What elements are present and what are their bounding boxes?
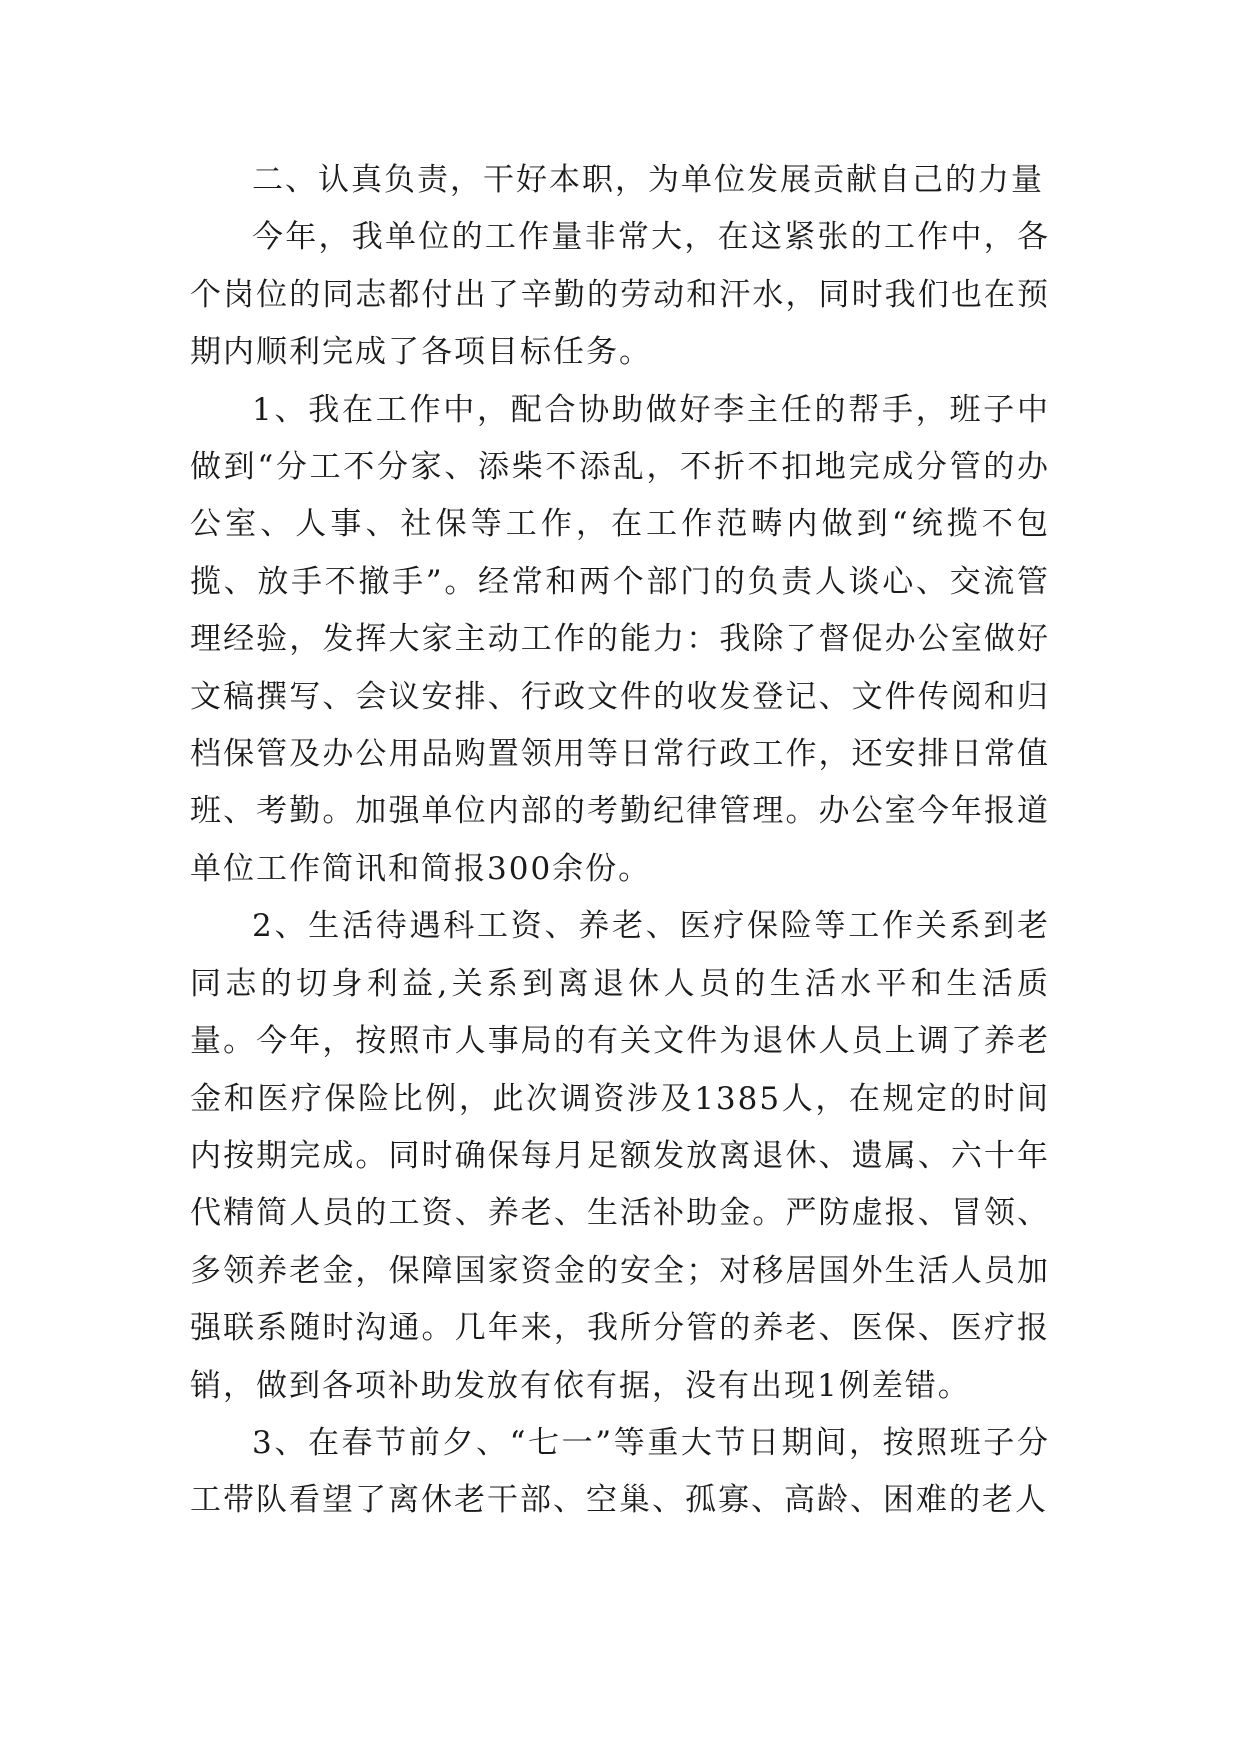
paragraph-item-3: 3、在春节前夕、“七一”等重大节日期间，按照班子分工带队看望了离休老干部、空巢、孤寡、高龄、困难的老人 [190,1424,1050,1519]
paragraph-intro: 今年，我单位的工作量非常大，在这紧张的工作中，各个岗位的同志都付出了辛勤的劳动和汗水，同时我们也在预期内顺利完成了各项目标任务。 [190,219,1050,371]
paragraph-item-2: 2、生活待遇科工资、养老、医疗保险等工作关系到老同志的切身利益,关系到离退休人员的生活水平和生活质量。今年，按照市人事局的有关文件为退休人员上调了养老金和医疗保险比例，此次调资涉及1385人，在规定的时间内按期完成。同时确保每月足额发放离退休、遗属、六十年代精简人员的工资、养老、生活补助金。严防虚报、冒领、多领养老金，保障国家资金的安全；对移居国外生活人员加强联系随时沟通。几年来，我所分管的养老、医保、医疗报销，做到各项补助发放有依有据，没有出现1例差错。 [190,908,1050,1404]
document-body [190,152,1050,1530]
paragraph-item-1: 1、我在工作中，配合协助做好李主任的帮手，班子中做到“分工不分家、添柴不添乱，不折不扣地完成分管的办公室、人事、社保等工作，在工作范畴内做到“统揽不包揽、放手不撤手”。经常和两个部门的负责人谈心、交流管理经验，发挥大家主动工作的能力：我除了督促办公室做好文稿撰写、会议安排、行政文件的收发登记、文件传阅和归档保管及办公用品购置领用等日常行政工作，还安排日常值班、考勤。加强单位内部的考勤纪律管理。办公室今年报道单位工作简讯和简报300余份。 [190,391,1050,887]
section-heading: 二、认真负责，干好本职，为单位发展贡献自己的力量 [252,162,1044,198]
